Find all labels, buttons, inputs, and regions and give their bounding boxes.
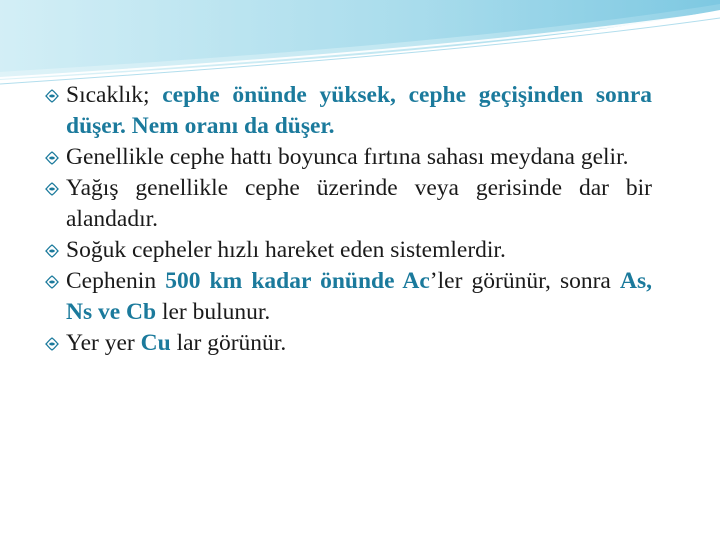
diamond-swirl-bullet-icon xyxy=(44,235,66,266)
bullet-item xyxy=(46,173,652,235)
bullet-item xyxy=(46,266,652,328)
diamond-swirl-bullet-icon xyxy=(44,80,66,111)
bullet-text: Yer yer xyxy=(66,330,141,356)
diamond-swirl-bullet-icon xyxy=(44,266,66,297)
bullet-text: ’ler görünür, sonra xyxy=(429,268,620,294)
bullet-item xyxy=(46,80,652,142)
highlighted-text: As, Ns ve Cb xyxy=(66,268,652,325)
highlighted-text: Ac xyxy=(402,268,430,294)
bullet-item xyxy=(46,328,652,359)
diamond-swirl-bullet-icon xyxy=(44,142,66,173)
highlighted-text: cephe önünde yüksek, cephe geçişinden sonra düşer. Nem oranı da düşer. xyxy=(66,82,652,139)
bullet-text: Cephenin xyxy=(66,268,166,294)
bullet-item xyxy=(46,142,652,173)
header-wave-decoration xyxy=(0,0,720,90)
bullet-text: Sıcaklık; xyxy=(66,82,163,108)
bullet-text: Genellikle cephe hattı boyunca fırtına sahası meydana gelir. xyxy=(66,144,629,170)
highlighted-text: Cu xyxy=(140,330,171,356)
highlighted-text: 500 km kadar önünde xyxy=(165,268,403,294)
bullet-text: lar görünür. xyxy=(170,330,287,356)
bullet-text: Yağış genellikle cephe üzerinde veya gerisinde dar bir alandadır. xyxy=(66,175,652,232)
diamond-swirl-bullet-icon xyxy=(44,173,66,204)
bullet-item xyxy=(46,235,652,266)
diamond-swirl-bullet-icon xyxy=(44,328,66,359)
bullet-list xyxy=(46,80,652,359)
bullet-text: ler bulunur. xyxy=(156,299,271,325)
bullet-text: Soğuk cepheler hızlı hareket eden sistemlerdir. xyxy=(66,237,506,263)
